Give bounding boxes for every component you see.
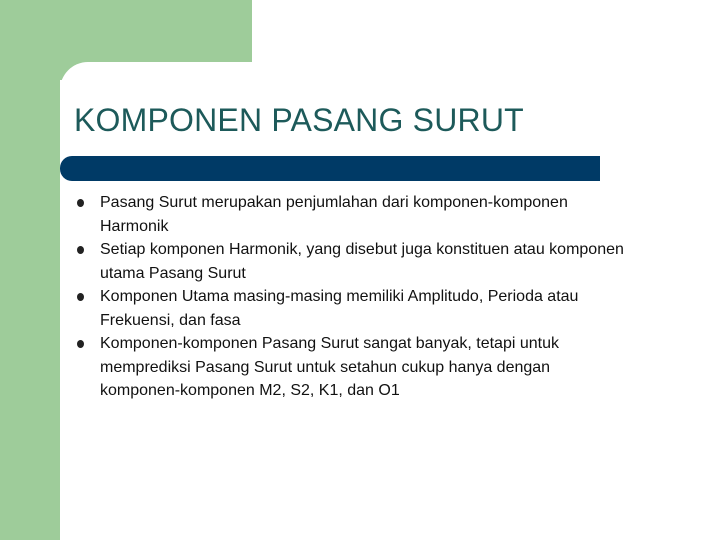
bullet-item-4 [74, 332, 634, 403]
bullet-text: Komponen Utama masing-masing memiliki Amplitudo, Perioda atau Frekuensi, dan fasa [100, 288, 579, 329]
slide-title: KOMPONEN PASANG SURUT [74, 102, 524, 138]
title-underline-bar [60, 156, 600, 181]
bullet-item-3 [74, 285, 634, 332]
bullet-item-2 [74, 238, 634, 285]
bullet-dot-icon [77, 246, 84, 254]
bullet-text: Komponen-komponen Pasang Surut sangat banyak, tetapi untuk memprediksi Pasang Surut untuk setahun cukup hanya dengan komponen-komponen M2, S2, K1, dan O1 [100, 335, 559, 399]
bullet-text: Setiap komponen Harmonik, yang disebut juga konstituen atau komponen utama Pasang Surut [100, 241, 624, 282]
bullet-text: Pasang Surut merupakan penjumlahan dari komponen-komponen Harmonik [100, 194, 568, 235]
bullet-item-1 [74, 191, 634, 238]
bullet-list [74, 191, 634, 403]
decorative-left-strip [0, 0, 60, 540]
bullet-dot-icon [77, 199, 84, 207]
bullet-dot-icon [77, 293, 84, 301]
bullet-dot-icon [77, 340, 84, 348]
